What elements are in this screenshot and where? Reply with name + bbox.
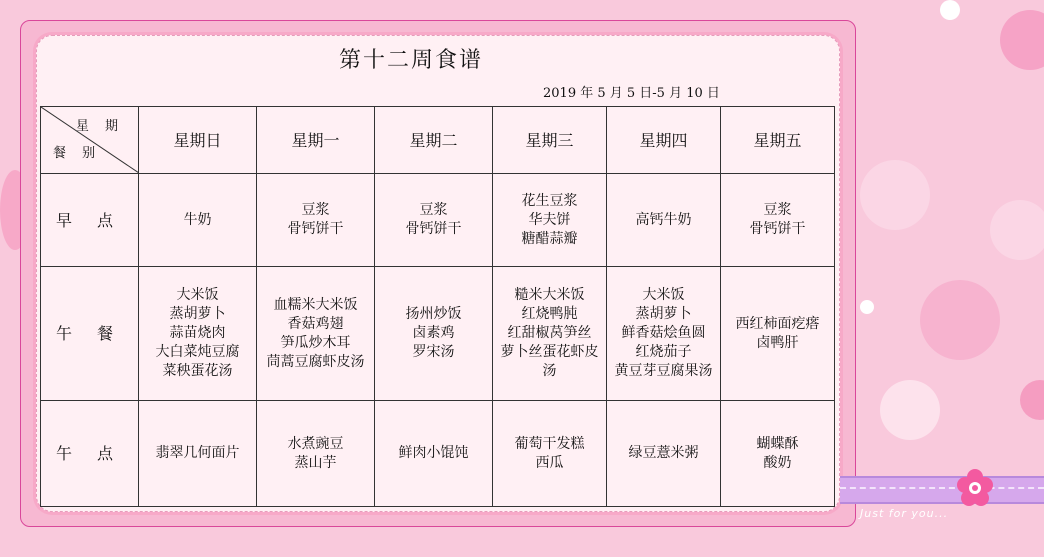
menu-cell	[257, 401, 375, 507]
dish-item: 血糯米大米饭	[273, 296, 358, 313]
dish-item: 卤素鸡	[412, 325, 455, 341]
dish-item: 蒸胡萝卜	[169, 306, 226, 322]
menu-cell	[493, 174, 607, 267]
lunch-row	[41, 267, 835, 401]
decorative-ribbon	[840, 476, 1044, 504]
dish-item: 花生豆浆	[521, 192, 578, 209]
ribbon-stitching	[840, 487, 1044, 489]
dish-item: 骨钙饼干	[287, 221, 344, 237]
dish-item: 菜秧蛋花汤	[162, 363, 233, 379]
dish-item: 高钙牛奶	[635, 211, 692, 228]
dish-item: 红烧茄子	[635, 344, 692, 360]
day-header: 星期日	[139, 107, 257, 174]
dish-item: 罗宋汤	[412, 344, 455, 360]
menu-cell	[139, 174, 257, 267]
dish-item: 蒸山芋	[294, 454, 337, 471]
dish-item: 萝卜丝蛋花虾皮	[500, 344, 599, 360]
header-row	[41, 107, 835, 174]
dish-item: 鲜香菇烩鱼圆	[621, 325, 706, 341]
breakfast-row	[41, 174, 835, 267]
corner-day-label: 星 期	[75, 119, 124, 134]
dish-item: 蒸胡萝卜	[635, 306, 692, 322]
dish-item: 大米饭	[642, 287, 685, 303]
tagline: Just for you...	[860, 507, 949, 520]
background-dot	[860, 160, 930, 230]
background-dot	[1020, 380, 1044, 420]
dish-item: 大白菜炖豆腐	[155, 344, 240, 360]
dish-item: 骨钙饼干	[405, 221, 462, 237]
menu-cell	[493, 267, 607, 401]
dish-item: 西红柿面疙瘩	[735, 315, 820, 332]
menu-cell	[721, 401, 835, 507]
background-dot	[920, 280, 1000, 360]
corner-cell	[41, 107, 139, 174]
day-header: 星期二	[375, 107, 493, 174]
menu-cell	[139, 267, 257, 401]
dish-item: 扬州炒饭	[405, 306, 462, 322]
meal-label: 早 点	[41, 174, 139, 267]
dish-item: 黄豆芽豆腐果汤	[614, 363, 713, 379]
dish-item: 华夫饼	[528, 211, 571, 228]
menu-cell	[607, 267, 721, 401]
background-dot	[990, 200, 1044, 260]
menu-cell	[257, 267, 375, 401]
dish-item: 蒜苗烧肉	[169, 325, 226, 341]
menu-cell	[257, 174, 375, 267]
background-dot	[940, 0, 960, 20]
dish-item: 卤鸭肝	[756, 334, 799, 351]
meal-label: 午 点	[41, 401, 139, 507]
dish-item: 酸奶	[763, 454, 792, 471]
dish-item: 豆浆	[763, 202, 792, 218]
dish-item: 茼蒿豆腐虾皮汤	[266, 353, 365, 370]
day-header: 星期一	[257, 107, 375, 174]
dish-item: 水煮豌豆	[287, 435, 344, 452]
flower-icon	[955, 468, 995, 508]
page-title: 第十二周食谱	[339, 48, 484, 73]
dish-item: 糙米大米饭	[514, 287, 585, 303]
day-header: 星期五	[721, 107, 835, 174]
menu-cell	[721, 267, 835, 401]
dish-item: 葡萄干发糕	[514, 435, 585, 452]
dish-item: 西瓜	[535, 454, 564, 471]
day-header: 星期四	[607, 107, 721, 174]
menu-cell	[375, 401, 493, 507]
dish-item: 蝴蝶酥	[756, 435, 799, 452]
dish-item: 汤	[542, 363, 557, 379]
background-dot	[1000, 10, 1044, 70]
menu-cell	[607, 401, 721, 507]
menu-cell	[375, 267, 493, 401]
date-range: 2019 年 5 月 5 日-5 月 10 日	[543, 86, 720, 101]
menu-table	[40, 106, 835, 507]
dish-item: 红甜椒莴笋丝	[507, 325, 592, 341]
dish-item: 牛奶	[183, 211, 212, 228]
corner-meal-label: 餐 别	[53, 146, 102, 161]
menu-cell	[139, 401, 257, 507]
dish-item: 笋瓜炒木耳	[280, 334, 351, 351]
dish-item: 糖醋蒜瓣	[521, 230, 578, 247]
menu-cell	[721, 174, 835, 267]
dish-item: 豆浆	[301, 202, 330, 218]
background-dot	[860, 300, 874, 314]
day-header: 星期三	[493, 107, 607, 174]
dish-item: 豆浆	[419, 202, 448, 218]
dish-item: 骨钙饼干	[749, 221, 806, 237]
background-dot	[880, 380, 940, 440]
menu-cell	[375, 174, 493, 267]
menu-cell	[607, 174, 721, 267]
afternoon-snack-row	[41, 401, 835, 507]
menu-cell	[493, 401, 607, 507]
dish-item: 红烧鸭肫	[521, 306, 578, 322]
dish-item: 鲜肉小馄饨	[398, 445, 469, 461]
dish-item: 翡翠几何面片	[155, 445, 240, 461]
dish-item: 绿豆薏米粥	[628, 445, 699, 461]
dish-item: 大米饭	[176, 287, 219, 303]
dish-item: 香菇鸡翅	[287, 315, 344, 332]
meal-label: 午 餐	[41, 267, 139, 401]
